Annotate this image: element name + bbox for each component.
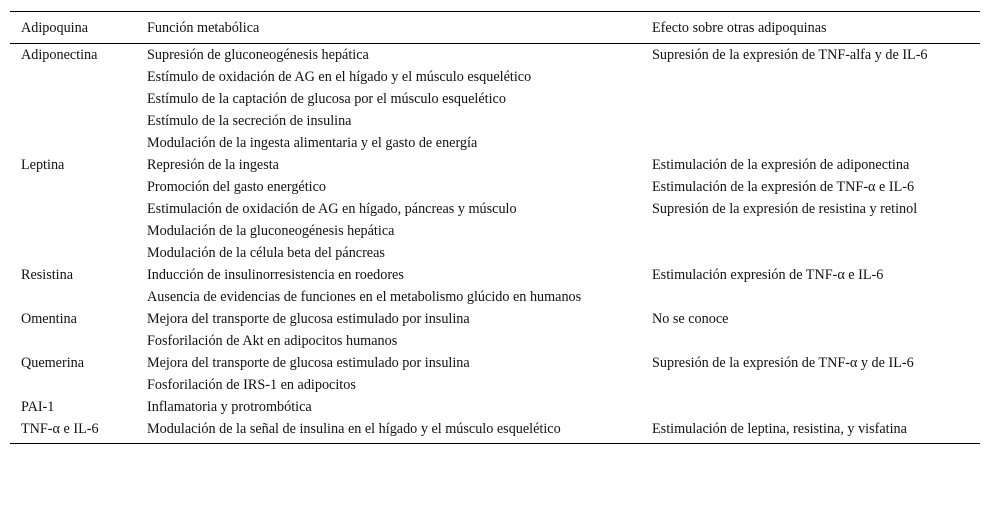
cell-adipoquina: Quemerina [21, 355, 85, 371]
cell-funcion-metabolica: Modulación de la ingesta alimentaria y el gasto de energía [147, 135, 478, 151]
table-row [10, 374, 980, 396]
cell-efecto [641, 396, 980, 418]
cell-efecto: Supresión de la expresión de resistina y retinol [652, 201, 918, 217]
cell-efecto [641, 66, 980, 88]
table-row [10, 132, 980, 154]
table-header [10, 12, 980, 44]
cell-efecto: Estimulación expresión de TNF-α e IL-6 [652, 267, 884, 283]
table-row [10, 44, 980, 67]
cell-funcion-metabolica: Modulación de la célula beta del páncreas [147, 245, 385, 261]
cell-efecto: Estimulación de la expresión de TNF-α e IL-6 [652, 179, 915, 195]
table-row [10, 110, 980, 132]
cell-adipoquina: PAI-1 [21, 399, 55, 415]
cell-funcion-metabolica: Mejora del transporte de glucosa estimulado por insulina [147, 311, 470, 327]
cell-funcion-metabolica: Estímulo de la secreción de insulina [147, 113, 352, 129]
cell-funcion-metabolica: Modulación de la señal de insulina en el hígado y el músculo esquelético [136, 418, 641, 444]
cell-efecto: Supresión de la expresión de TNF-alfa y de IL-6 [652, 47, 928, 63]
cell-adipoquina [10, 110, 136, 132]
cell-adipoquina [10, 176, 136, 198]
table-body [10, 44, 980, 444]
cell-efecto: Estimulación de leptina, resistina, y visfatina [641, 418, 980, 444]
cell-efecto [641, 88, 980, 110]
header-funcion-metabolica: Función metabólica [136, 12, 641, 44]
cell-efecto: Supresión de la expresión de TNF-α y de IL-6 [652, 355, 914, 371]
cell-funcion-metabolica: Estímulo de oxidación de AG en el hígado y el músculo esquelético [147, 69, 532, 85]
cell-efecto [641, 374, 980, 396]
table-row [10, 418, 980, 444]
header-efecto: Efecto sobre otras adipoquinas [641, 12, 980, 44]
cell-efecto [641, 132, 980, 154]
cell-adipoquina: TNF-α e IL-6 [10, 418, 136, 444]
table-row [10, 198, 980, 220]
cell-adipoquina [10, 374, 136, 396]
cell-funcion-metabolica: Estímulo de la captación de glucosa por el músculo esquelético [147, 91, 506, 107]
table-row [10, 242, 980, 264]
cell-funcion-metabolica: Modulación de la gluconeogénesis hepática [147, 223, 395, 239]
cell-funcion-metabolica: Inflamatoria y protrombótica [147, 399, 312, 415]
cell-funcion-metabolica: Represión de la ingesta [147, 157, 279, 173]
cell-adipoquina [10, 198, 136, 220]
cell-adipoquina: Adiponectina [21, 47, 98, 63]
cell-adipoquina: Omentina [21, 311, 77, 327]
cell-efecto: Estimulación de la expresión de adiponectina [652, 157, 910, 173]
cell-adipoquina [10, 220, 136, 242]
table-row [10, 330, 980, 352]
table-row [10, 352, 980, 374]
cell-adipoquina [10, 66, 136, 88]
cell-funcion-metabolica: Fosforilación de IRS-1 en adipocitos [147, 377, 356, 393]
header-adipoquina: Adipoquina [10, 12, 136, 44]
cell-funcion-metabolica: Inducción de insulinorresistencia en roedores [147, 267, 404, 283]
cell-funcion-metabolica: Promoción del gasto energético [147, 179, 327, 195]
cell-adipoquina [10, 242, 136, 264]
table-row [10, 396, 980, 418]
cell-efecto [641, 220, 980, 242]
table-row [10, 286, 980, 308]
table-row [10, 154, 980, 176]
cell-funcion-metabolica: Supresión de gluconeogénesis hepática [147, 47, 369, 63]
cell-adipoquina [10, 88, 136, 110]
adipokine-table [10, 11, 980, 444]
cell-adipoquina [10, 132, 136, 154]
header-row [10, 12, 980, 44]
table-row [10, 88, 980, 110]
cell-efecto: No se conoce [652, 311, 729, 327]
cell-funcion-metabolica: Estimulación de oxidación de AG en hígado, páncreas y músculo [147, 201, 517, 217]
cell-funcion-metabolica: Mejora del transporte de glucosa estimulado por insulina [147, 355, 470, 371]
cell-efecto [641, 330, 980, 352]
cell-funcion-metabolica: Ausencia de evidencias de funciones en el metabolismo glúcido en humanos [147, 289, 582, 305]
table-row [10, 308, 980, 330]
cell-efecto [641, 286, 980, 308]
cell-adipoquina [10, 330, 136, 352]
table-row [10, 264, 980, 286]
table-row [10, 220, 980, 242]
cell-adipoquina [10, 286, 136, 308]
cell-funcion-metabolica: Fosforilación de Akt en adipocitos humanos [147, 333, 398, 349]
cell-adipoquina: Resistina [21, 267, 74, 283]
table-row [10, 66, 980, 88]
cell-adipoquina: Leptina [21, 157, 65, 173]
cell-efecto [641, 242, 980, 264]
cell-efecto [641, 110, 980, 132]
table-row [10, 176, 980, 198]
